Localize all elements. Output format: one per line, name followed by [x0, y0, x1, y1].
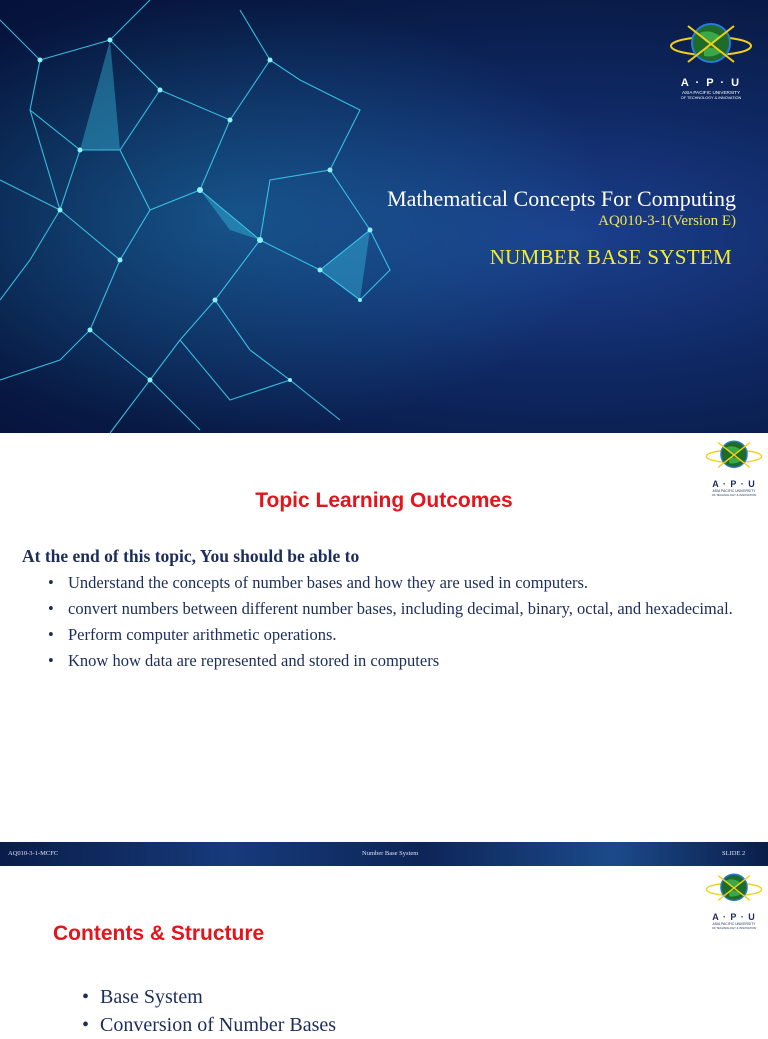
globe-icon [704, 870, 764, 908]
bullet-icon: • [48, 625, 54, 644]
list-item [82, 983, 336, 1011]
contents-item-text: Base System [100, 986, 203, 1008]
logo-letters: A · P · U [712, 912, 756, 922]
outcome-text: convert numbers between different number bases, including decimal, binary, octal, and hexadecimal. [68, 599, 733, 618]
bullet-icon: • [82, 1014, 90, 1036]
logo-university: ASIA PACIFIC UNIVERSITY [712, 922, 756, 926]
contents-slide [0, 866, 768, 1036]
outcomes-intro: At the end of this topic, You should be able to [22, 546, 360, 566]
outcomes-list [46, 571, 746, 675]
course-code: AQ010-3-1(Version E) [598, 213, 736, 229]
logo-university: ASIA PACIFIC UNIVERSITY [681, 90, 741, 95]
outcome-text: Understand the concepts of number bases and how they are used in computers. [68, 573, 589, 592]
outcome-text: Perform computer arithmetic operations. [68, 625, 337, 644]
footer-slide-number: SLIDE 2 [722, 850, 746, 857]
logo-letters: A · P · U [680, 77, 742, 89]
logo-tagline: OF TECHNOLOGY & INNOVATION [680, 95, 742, 100]
slide-heading: Contents & Structure [53, 922, 265, 945]
bullet-icon: • [48, 573, 54, 592]
title-slide [0, 0, 768, 433]
slide-footer [0, 842, 768, 866]
apu-logo [704, 870, 764, 930]
list-item [82, 1011, 336, 1039]
globe-icon [668, 18, 754, 73]
topic-title: NUMBER BASE SYSTEM [489, 245, 732, 269]
footer-course-code: AQ010-3-1-MCFC [8, 850, 59, 857]
list-item [46, 597, 746, 620]
contents-list [82, 983, 336, 1039]
logo-university: ASIA PACIFIC UNIVERSITY [712, 489, 756, 493]
bullet-icon: • [82, 986, 90, 1008]
course-title: Mathematical Concepts For Computing [387, 186, 736, 211]
logo-tagline: OF TECHNOLOGY & INNOVATION [711, 926, 757, 931]
contents-item-text: Conversion of Number Bases [100, 1014, 337, 1036]
bullet-icon: • [48, 651, 54, 670]
slide-heading: Topic Learning Outcomes [255, 489, 513, 512]
outcome-text: Know how data are represented and stored in computers [68, 651, 440, 670]
apu-logo [668, 18, 754, 100]
logo-letters: A · P · U [712, 479, 756, 489]
list-item [46, 623, 746, 646]
list-item [46, 571, 746, 594]
footer-topic: Number Base System [362, 850, 419, 857]
bullet-icon: • [48, 599, 54, 618]
learning-outcomes-slide [0, 433, 768, 866]
logo-tagline: OF TECHNOLOGY & INNOVATION [711, 493, 757, 498]
list-item [46, 649, 746, 672]
globe-icon [704, 437, 764, 475]
